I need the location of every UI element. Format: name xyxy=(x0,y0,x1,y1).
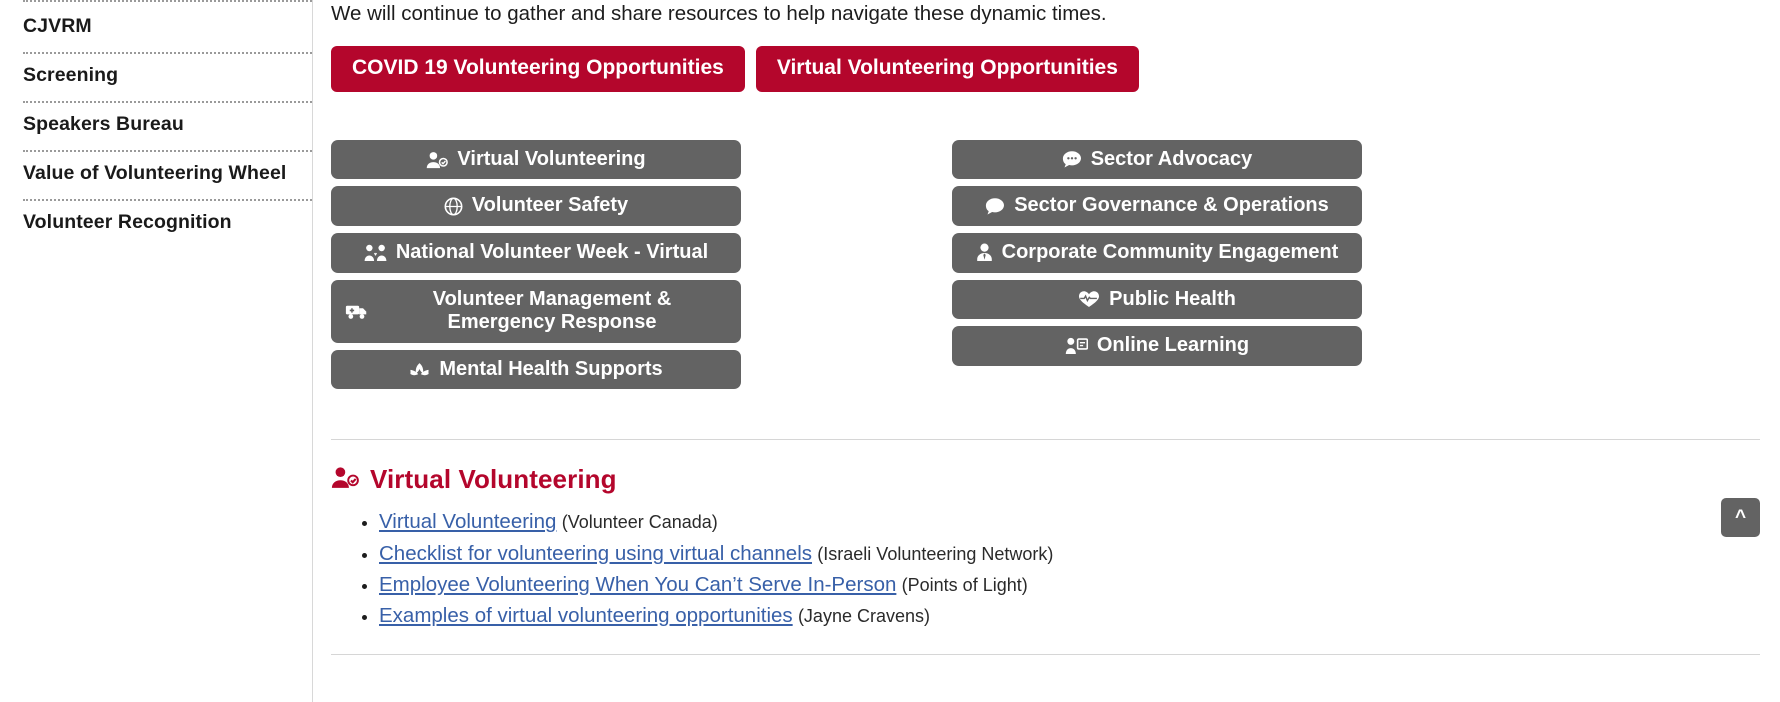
topic-button-label: Public Health xyxy=(1109,287,1236,310)
topic-button-label: Online Learning xyxy=(1096,334,1250,357)
comment-dots-icon xyxy=(1062,150,1082,169)
resource-link[interactable]: Employee Volunteering When You Can’t Serve In-Person xyxy=(379,572,897,596)
section-heading-virtual-volunteering xyxy=(331,464,1760,495)
topic-button-label: Volunteer Safety xyxy=(471,194,629,217)
globe-icon xyxy=(444,197,463,216)
sidebar-item-volunteer-recognition[interactable] xyxy=(23,201,312,248)
intro-paragraph: We will continue to gather and share resources to help navigate these dynamic times. xyxy=(331,2,1107,25)
topic-button-volunteer-management-emergency-response[interactable] xyxy=(331,280,741,343)
topic-button-volunteer-safety[interactable] xyxy=(331,186,741,226)
topic-button-sector-advocacy[interactable] xyxy=(952,140,1362,180)
resource-source: (Points of Light) xyxy=(901,574,1028,595)
covid-volunteering-opportunities-button[interactable]: COVID 19 Volunteering Opportunities xyxy=(331,46,745,92)
resource-link[interactable]: Checklist for volunteering using virtual channels xyxy=(379,541,813,565)
sidebar-item-screening[interactable] xyxy=(23,54,312,103)
section-divider-top xyxy=(331,439,1760,440)
sidebar-item-cjvrm[interactable] xyxy=(23,0,312,54)
section-divider-bottom xyxy=(331,654,1760,655)
resource-link[interactable]: Virtual Volunteering xyxy=(379,510,557,534)
resource-link-list xyxy=(339,509,1760,629)
sidebar-item-value-of-volunteering-wheel[interactable] xyxy=(23,152,312,201)
sidebar-item-label: Screening xyxy=(23,63,119,86)
scroll-to-top-button[interactable]: ^ xyxy=(1721,498,1760,537)
ambulance-icon xyxy=(345,302,368,320)
topic-button-sector-governance-operations[interactable] xyxy=(952,186,1362,226)
chalkboard-user-icon xyxy=(1065,337,1088,355)
section-title: Virtual Volunteering xyxy=(370,464,617,495)
heartbeat-icon xyxy=(1078,290,1100,308)
main-content xyxy=(313,0,1780,702)
topic-button-label: Sector Governance & Operations xyxy=(1014,194,1329,217)
topic-button-national-volunteer-week[interactable] xyxy=(331,233,741,273)
topic-button-label: Sector Advocacy xyxy=(1090,147,1253,170)
sidebar-item-label: CJVRM xyxy=(23,15,92,37)
topic-button-label: Mental Health Supports xyxy=(439,357,663,380)
topic-button-grid xyxy=(331,140,1760,397)
highlight-pill-row xyxy=(331,46,1760,92)
resource-link[interactable]: Examples of virtual volunteering opportunities xyxy=(379,603,793,627)
sidebar-item-label: Speakers Bureau xyxy=(23,112,184,135)
topic-button-label: Corporate Community Engagement xyxy=(1001,241,1339,263)
sidebar-item-speakers-bureau[interactable] xyxy=(23,103,312,152)
topic-button-label: Volunteer Management & Emergency Response xyxy=(432,287,672,334)
comment-icon xyxy=(985,197,1005,216)
topic-button-corporate-community-engagement[interactable] xyxy=(952,233,1362,273)
topic-button-label: National Volunteer Week - Virtual xyxy=(395,241,709,263)
sidebar-item-label: Value of Volunteering Wheel xyxy=(23,161,287,184)
topic-button-mental-health-supports[interactable] xyxy=(331,350,741,390)
list-item xyxy=(379,541,1760,568)
user-tie-icon xyxy=(976,243,993,262)
people-celebrate-icon xyxy=(364,244,387,262)
list-item xyxy=(379,509,1760,536)
topic-button-column-right xyxy=(952,140,1362,397)
topic-button-virtual-volunteering[interactable] xyxy=(331,140,741,180)
topic-button-online-learning[interactable] xyxy=(952,326,1362,366)
sidebar-item-label: Volunteer Recognition xyxy=(23,210,232,233)
sidebar-navigation xyxy=(0,0,313,702)
spa-leaf-icon xyxy=(409,361,430,379)
user-check-icon xyxy=(426,151,448,169)
resource-source: (Jayne Cravens) xyxy=(797,605,930,626)
list-item xyxy=(379,603,1760,630)
topic-button-column-left xyxy=(331,140,741,397)
virtual-volunteering-opportunities-button[interactable]: Virtual Volunteering Opportunities xyxy=(756,46,1139,92)
resource-source: (Volunteer Canada) xyxy=(561,512,718,533)
topic-button-public-health[interactable] xyxy=(952,280,1362,320)
topic-button-label: Virtual Volunteering xyxy=(457,147,646,170)
list-item xyxy=(379,572,1760,599)
user-check-icon xyxy=(331,466,359,494)
resource-source: (Israeli Volunteering Network) xyxy=(817,543,1054,564)
